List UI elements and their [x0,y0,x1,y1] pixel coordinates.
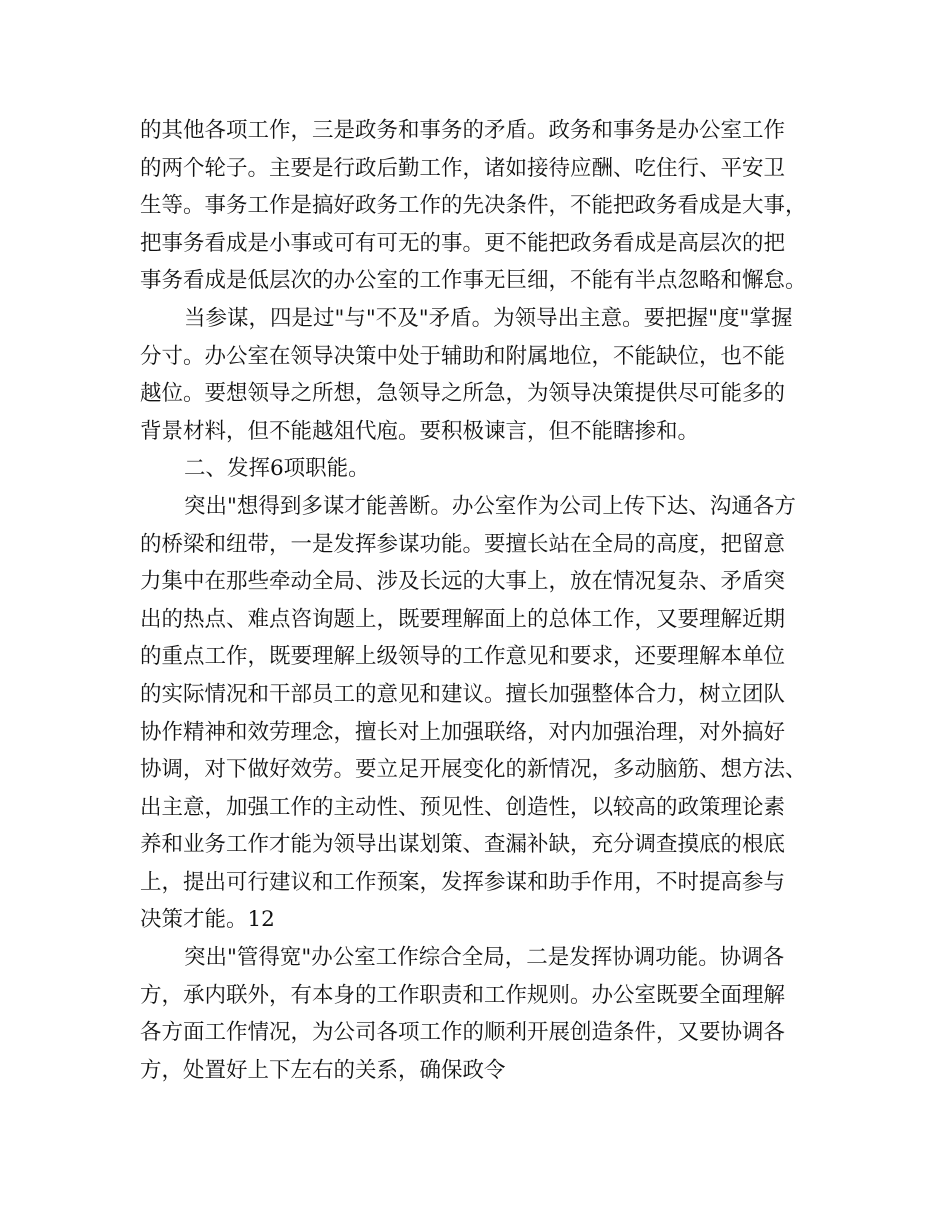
text-line: 生等。事务工作是搞好政务工作的先决条件，不能把政务看成是大事， [140,193,807,219]
text-line: 出的热点、难点咨询题上，既要理解面上的总体工作，又要理解近期 [140,606,786,632]
text-line: 方，处置好上下左右的关系，确保政令 [140,1057,506,1083]
text-line: 的两个轮子。主要是行政后勤工作，诸如接待应酬、吃住行、平安卫 [140,155,786,181]
text-line: 协调，对下做好效劳。要立足开展变化的新情况，多动脑筋、想方法、 [140,757,807,783]
text-line: 事务看成是低层次的办公室的工作事无巨细，不能有半点忽略和懈怠。 [140,268,807,294]
text-line: 上，提出可行建议和工作预案，发挥参谋和助手作用，不时提高参与 [140,869,786,895]
text-line: 越位。要想领导之所想，急领导之所急，为领导决策提供尽可能多的 [140,381,786,407]
text-line: 的桥梁和纽带，一是发挥参谋功能。要擅长站在全局的高度，把留意 [140,531,786,557]
text-line: 力集中在那些牵动全局、涉及长远的大事上，放在情况复杂、矛盾突 [140,569,786,595]
text-line: 各方面工作情况，为公司各项工作的顺利开展创造条件，又要协调各 [140,1020,786,1046]
document-page [140,112,820,1089]
text-line: 的实际情况和干部员工的意见和建议。擅长加强整体合力，树立团队 [140,681,786,707]
text-line: 背景材料，但不能越俎代庖。要积极谏言，但不能瞎掺和。 [140,418,700,444]
text-line: 决策才能。12 [140,907,275,933]
text-line: 突出"管得宽"办公室工作综合全局，二是发挥协调功能。协调各 [184,945,785,971]
text-line: 协作精神和效劳理念，擅长对上加强联络，对内加强治理，对外搞好 [140,719,786,745]
text-line: 的其他各项工作，三是政务和事务的矛盾。政务和事务是办公室工作 [140,118,786,143]
text-line: 出主意，加强工作的主动性、预见性、创造性，以较高的政策理论素 [140,794,786,820]
text-line: 的重点工作，既要理解上级领导的工作意见和要求，还要理解本单位 [140,644,786,670]
text-line: 当参谋，四是过"与"不及"矛盾。为领导出主意。要把握"度"掌握 [184,305,793,331]
text-line: 方，承内联外，有本身的工作职责和工作规则。办公室既要全面理解 [140,982,786,1008]
text-line: 突出"想得到多谋才能善断。办公室作为公司上传下达、沟通各方 [184,493,796,519]
text-line: 把事务看成是小事或可有可无的事。更不能把政务看成是高层次的把 [140,230,786,256]
section-heading: 二、发挥6项职能。 [184,456,370,482]
text-line: 分寸。办公室在领导决策中处于辅助和附属地位，不能缺位，也不能 [140,343,786,369]
text-line: 养和业务工作才能为领导出谋划策、查漏补缺，充分调查摸底的根底 [140,832,786,858]
